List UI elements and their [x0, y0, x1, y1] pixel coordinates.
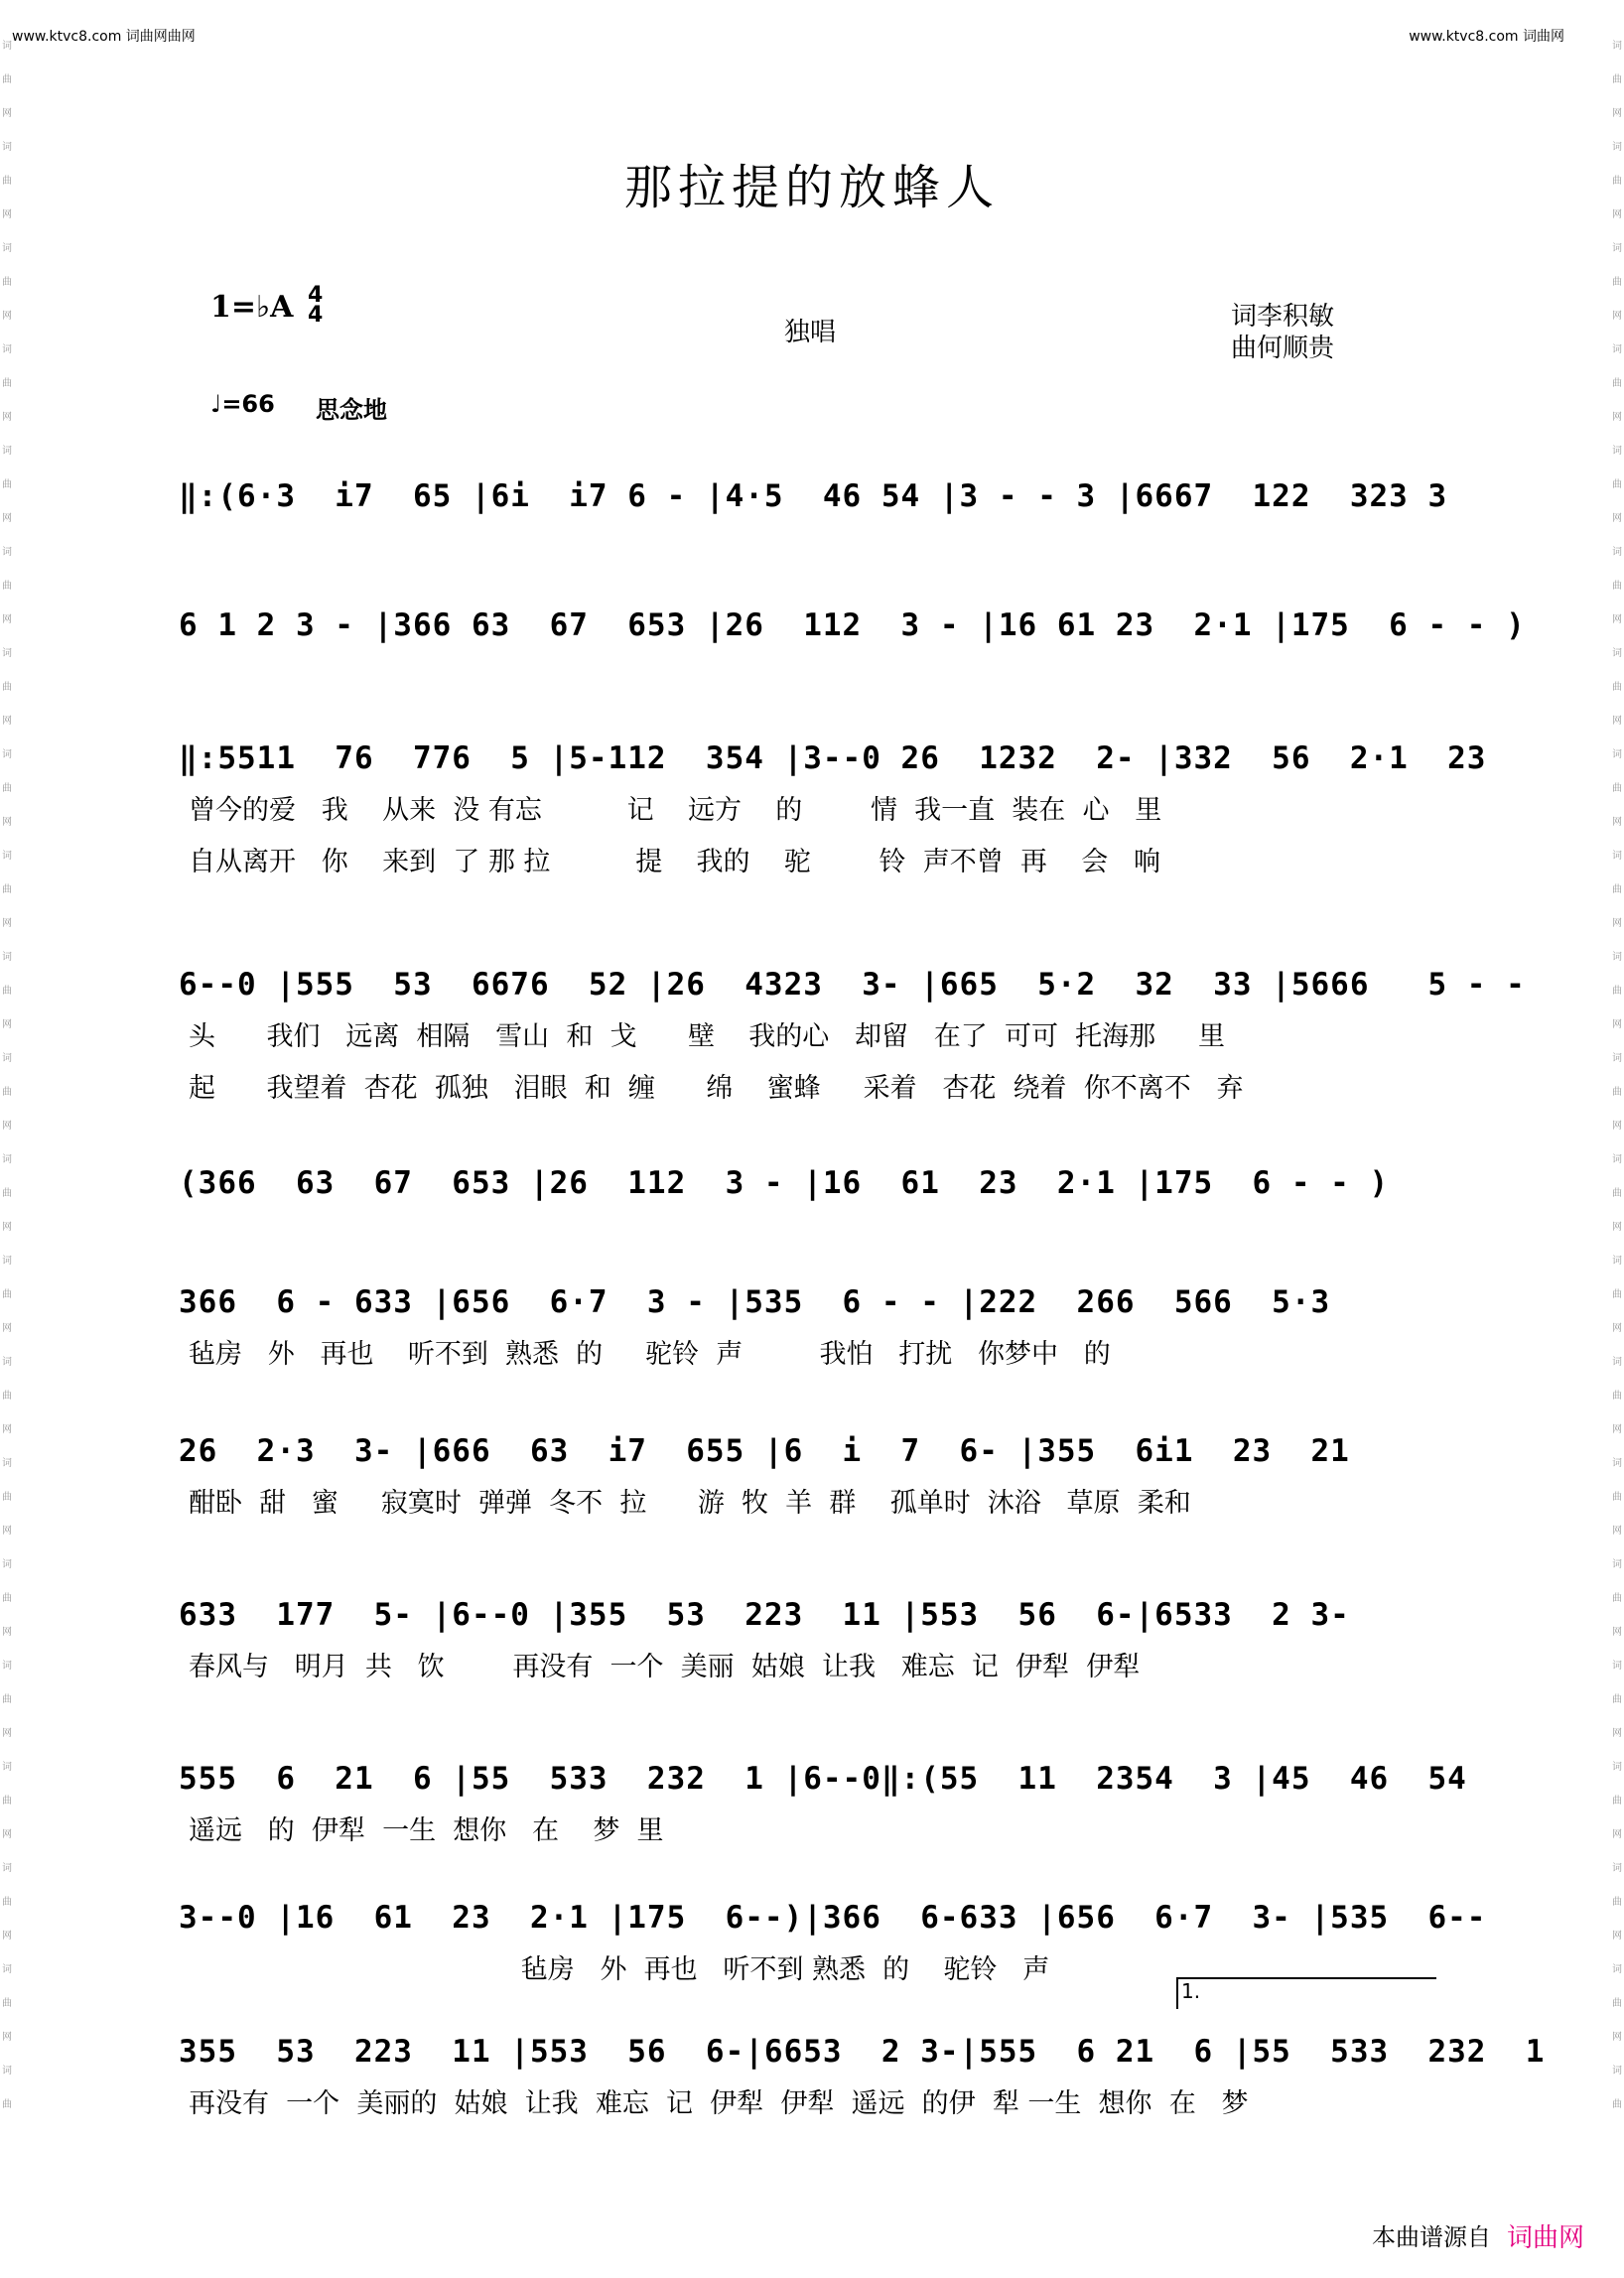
lyric-line: 头 我们 远离 相隔 雪山 和 戈 壁 我的心 却留 在了 可可 托海那 里 — [189, 1021, 1226, 1052]
performance-type: 独唱 — [784, 318, 837, 347]
watermark-char: 词 — [1612, 1256, 1622, 1267]
watermark-char: 网 — [2, 108, 12, 119]
watermark-char: 曲 — [1612, 1694, 1622, 1705]
watermark-char: 网 — [1612, 2032, 1622, 2043]
watermark-char: 词 — [1612, 1559, 1622, 1570]
watermark-char: 词 — [1612, 1863, 1622, 1874]
watermark-char: 曲 — [2, 1998, 12, 2009]
watermark-char: 词 — [2, 243, 12, 254]
watermark-char: 曲 — [1612, 783, 1622, 794]
footer-site-name: 词曲网 — [1507, 2223, 1585, 2253]
watermark-char: 词 — [1612, 648, 1622, 659]
watermark-char: 词 — [2, 344, 12, 355]
time-signature-top: 4 — [308, 283, 324, 308]
composer-credit: 曲何顺贵 — [1231, 334, 1335, 363]
volta-bracket-label: 1. — [1181, 1979, 1201, 2003]
watermark-char: 网 — [1612, 1627, 1622, 1638]
watermark-char: 曲 — [2, 479, 12, 490]
watermark-char: 曲 — [1612, 1492, 1622, 1503]
watermark-char: 曲 — [2, 1391, 12, 1402]
watermark-char: 词 — [2, 648, 12, 659]
watermark-char: 词 — [2, 952, 12, 963]
watermark-char: 曲 — [2, 783, 12, 794]
watermark-char: 词 — [2, 1053, 12, 1064]
side-watermark-left — [0, 40, 14, 2218]
watermark-char: 曲 — [1612, 1391, 1622, 1402]
watermark-char: 曲 — [1612, 682, 1622, 693]
lyric-line: 酣卧 甜 蜜 寂寞时 弹弹 冬不 拉 游 牧 羊 群 孤单时 沐浴 草原 柔和 — [189, 1488, 1191, 1519]
watermark-char: 网 — [1612, 918, 1622, 929]
watermark-char: 网 — [1612, 1019, 1622, 1030]
watermark-char: 词 — [1612, 344, 1622, 355]
watermark-char: 词 — [1612, 952, 1622, 963]
watermark-char: 曲 — [2, 176, 12, 187]
watermark-char: 词 — [2, 1458, 12, 1469]
watermark-char: 网 — [2, 1526, 12, 1537]
watermark-char: 曲 — [2, 1087, 12, 1098]
underline-area — [179, 1471, 1439, 1479]
notation-line: ‖:(6·3 i7 65 |6i i7 6 - |4·5 46 54 |3 - - 3 |6667 122 323 3 — [179, 478, 1448, 514]
underline-area — [179, 1322, 1439, 1330]
watermark-char: 词 — [1612, 547, 1622, 558]
notation-line: 6 1 2 3 - |366 63 67 653 |26 112 3 - |16 61 23 2·1 |175 6 - - ) — [179, 607, 1526, 643]
watermark-char: 网 — [2, 209, 12, 220]
watermark-char: 词 — [2, 142, 12, 153]
watermark-char: 网 — [2, 1829, 12, 1840]
watermark-char: 曲 — [1612, 378, 1622, 389]
watermark-char: 曲 — [1612, 1087, 1622, 1098]
watermark-char: 词 — [1612, 1053, 1622, 1064]
lyric-line: 曾今的爱 我 从来 没 有忘 记 远方 的 情 我一直 装在 心 里 — [189, 795, 1162, 826]
watermark-char: 词 — [1612, 446, 1622, 457]
watermark-char: 网 — [1612, 1222, 1622, 1233]
notation-line: 26 2·3 3- |666 63 i7 655 |6 i 7 6- |355 6i1 23 21 — [179, 1433, 1350, 1469]
watermark-char: 曲 — [2, 1593, 12, 1604]
watermark-char: 词 — [2, 851, 12, 862]
watermark-char: 词 — [1612, 142, 1622, 153]
watermark-char: 网 — [2, 716, 12, 727]
expression-marking: 思念地 — [316, 396, 387, 424]
notation-line: 6--0 |555 53 6676 52 |26 4323 3- |665 5·2 32 33 |5666 5 - - — [179, 967, 1526, 1003]
watermark-char: 曲 — [1612, 1998, 1622, 2009]
notation-line: 633 177 5- |6--0 |355 53 223 11 |553 56 6-|6533 2 3- — [179, 1597, 1350, 1633]
watermark-char: 网 — [1612, 1728, 1622, 1739]
watermark-char: 网 — [1612, 614, 1622, 625]
watermark-char: 词 — [1612, 1458, 1622, 1469]
watermark-char: 曲 — [1612, 479, 1622, 490]
lyric-line: 遥远 的 伊犁 一生 想你 在 梦 里 — [189, 1815, 664, 1846]
watermark-char: 网 — [2, 1121, 12, 1132]
underline-area — [179, 1203, 1439, 1211]
lyricist-credit: 词李积敏 — [1231, 302, 1335, 332]
watermark-char: 曲 — [1612, 176, 1622, 187]
watermark-char: 词 — [1612, 2066, 1622, 2077]
watermark-char: 词 — [2, 1762, 12, 1773]
watermark-char: 曲 — [2, 378, 12, 389]
lyric-line: 毡房 外 再也 听不到 熟悉 的 驼铃 声 — [189, 1954, 1050, 1985]
watermark-char: 词 — [2, 1357, 12, 1368]
time-signature — [308, 283, 324, 328]
watermark-char: 曲 — [1612, 1593, 1622, 1604]
watermark-char: 网 — [2, 1323, 12, 1334]
watermark-char: 网 — [2, 1627, 12, 1638]
underline-area — [179, 1635, 1439, 1643]
watermark-char: 网 — [1612, 513, 1622, 524]
watermark-char: 曲 — [2, 986, 12, 997]
watermark-char: 网 — [1612, 817, 1622, 828]
watermark-char: 曲 — [1612, 1289, 1622, 1300]
watermark-char: 词 — [2, 1559, 12, 1570]
notation-line: 366 6 - 633 |656 6·7 3 - |535 6 - - |222 266 566 5·3 — [179, 1284, 1331, 1320]
watermark-char: 曲 — [1612, 1897, 1622, 1908]
footer-source-label: 本曲谱源自 — [1372, 2223, 1491, 2251]
time-signature-bottom: 4 — [308, 303, 324, 328]
lyric-line: 春风与 明月 共 饮 再没有 一个 美丽 姑娘 让我 难忘 记 伊犁 伊犁 — [189, 1652, 1141, 1682]
watermark-char: 词 — [1612, 1762, 1622, 1773]
lyric-line: 自从离开 你 来到 了 那 拉 提 我的 驼 铃 声不曾 再 会 响 — [189, 847, 1160, 877]
underline-area — [179, 1938, 1439, 1945]
underline-area — [179, 645, 1439, 653]
notation-line: (366 63 67 653 |26 112 3 - |16 61 23 2·1 |175 6 - - ) — [179, 1165, 1390, 1201]
watermark-char: 词 — [2, 1863, 12, 1874]
watermark-char: 曲 — [1612, 884, 1622, 895]
watermark-char: 网 — [2, 1222, 12, 1233]
watermark-char: 曲 — [2, 682, 12, 693]
watermark-char: 曲 — [2, 1796, 12, 1807]
watermark-char: 曲 — [1612, 1188, 1622, 1199]
lyric-line: 起 我望着 杏花 孤独 泪眼 和 缠 绵 蜜蜂 采着 杏花 绕着 你不离不 弃 — [189, 1073, 1244, 1104]
watermark-char: 曲 — [2, 1492, 12, 1503]
watermark-char: 网 — [1612, 412, 1622, 423]
watermark-char: 词 — [1612, 1154, 1622, 1165]
watermark-char: 网 — [1612, 716, 1622, 727]
watermark-char: 曲 — [1612, 277, 1622, 288]
watermark-char: 词 — [2, 446, 12, 457]
underline-area — [179, 2072, 1439, 2079]
watermark-char: 曲 — [2, 277, 12, 288]
watermark-char: 词 — [1612, 243, 1622, 254]
watermark-char: 词 — [2, 749, 12, 760]
watermark-char: 网 — [2, 311, 12, 322]
watermark-char: 网 — [2, 817, 12, 828]
watermark-char: 网 — [2, 1728, 12, 1739]
watermark-char: 网 — [1612, 1526, 1622, 1537]
notation-line: 3--0 |16 61 23 2·1 |175 6--)|366 6-633 |656 6·7 3- |535 6-- — [179, 1900, 1487, 1936]
watermark-char: 词 — [2, 1154, 12, 1165]
watermark-char: 曲 — [1612, 1796, 1622, 1807]
watermark-char: 词 — [2, 547, 12, 558]
watermark-char: 曲 — [2, 1188, 12, 1199]
watermark-char: 词 — [1612, 1357, 1622, 1368]
notation-line: ‖:5511 76 776 5 |5-112 354 |3--0 26 1232 2- |332 56 2·1 23 — [179, 740, 1487, 776]
watermark-char: 曲 — [1612, 2099, 1622, 2110]
volta-bracket — [1176, 1977, 1436, 2009]
watermark-char: 曲 — [1612, 74, 1622, 85]
watermark-char: 曲 — [1612, 581, 1622, 592]
song-title: 那拉提的放蜂人 — [623, 160, 1000, 215]
watermark-char: 网 — [1612, 1424, 1622, 1435]
watermark-char: 网 — [1612, 1121, 1622, 1132]
watermark-char: 网 — [2, 1019, 12, 1030]
watermark-char: 词 — [2, 1661, 12, 1672]
watermark-char: 曲 — [2, 1694, 12, 1705]
watermark-char: 词 — [1612, 1661, 1622, 1672]
watermark-char: 词 — [2, 2066, 12, 2077]
watermark-char: 曲 — [2, 2099, 12, 2110]
watermark-char: 词 — [2, 41, 12, 52]
watermark-char: 网 — [2, 614, 12, 625]
watermark-char: 网 — [1612, 209, 1622, 220]
watermark-char: 网 — [1612, 108, 1622, 119]
watermark-char: 网 — [2, 1931, 12, 1942]
notation-line: 555 6 21 6 |55 533 232 1 |6--0‖:(55 11 2354 3 |45 46 54 — [179, 1761, 1467, 1797]
underline-area — [179, 516, 1439, 524]
notation-line: 355 53 223 11 |553 56 6-|6653 2 3-|555 6 21 6 |55 533 232 1 — [179, 2034, 1546, 2070]
watermark-char: 曲 — [2, 74, 12, 85]
watermark-char: 曲 — [2, 1289, 12, 1300]
watermark-char: 网 — [2, 412, 12, 423]
watermark-char: 曲 — [1612, 986, 1622, 997]
watermark-char: 网 — [2, 513, 12, 524]
watermark-char: 网 — [1612, 1931, 1622, 1942]
watermark-char: 曲 — [2, 1897, 12, 1908]
lyric-line: 毡房 外 再也 听不到 熟悉 的 驼铃 声 我怕 打扰 你梦中 的 — [189, 1339, 1111, 1370]
tempo-marking: ♩=66 — [210, 390, 275, 418]
header-site-left: www.ktvc8.com 词曲网曲网 — [12, 29, 196, 45]
key-signature: 1=♭A — [210, 290, 294, 325]
underline-area — [179, 778, 1439, 786]
watermark-char: 曲 — [2, 581, 12, 592]
watermark-char: 词 — [1612, 41, 1622, 52]
header-site-right: www.ktvc8.com 词曲网 — [1409, 29, 1564, 45]
watermark-char: 词 — [2, 1256, 12, 1267]
side-watermark-right — [1610, 40, 1624, 2218]
watermark-char: 网 — [2, 1424, 12, 1435]
watermark-char: 网 — [2, 2032, 12, 2043]
underline-area — [179, 1005, 1439, 1012]
watermark-char: 网 — [1612, 1829, 1622, 1840]
underline-area — [179, 1799, 1439, 1807]
lyric-line: 再没有 一个 美丽的 姑娘 让我 难忘 记 伊犁 伊犁 遥远 的伊 犁 一生 想你 在 梦 — [189, 2088, 1249, 2119]
watermark-char: 词 — [1612, 749, 1622, 760]
watermark-char: 曲 — [2, 884, 12, 895]
watermark-char: 网 — [2, 918, 12, 929]
watermark-char: 词 — [2, 1964, 12, 1975]
watermark-char: 词 — [1612, 1964, 1622, 1975]
watermark-char: 网 — [1612, 1323, 1622, 1334]
watermark-char: 网 — [1612, 311, 1622, 322]
watermark-char: 词 — [1612, 851, 1622, 862]
